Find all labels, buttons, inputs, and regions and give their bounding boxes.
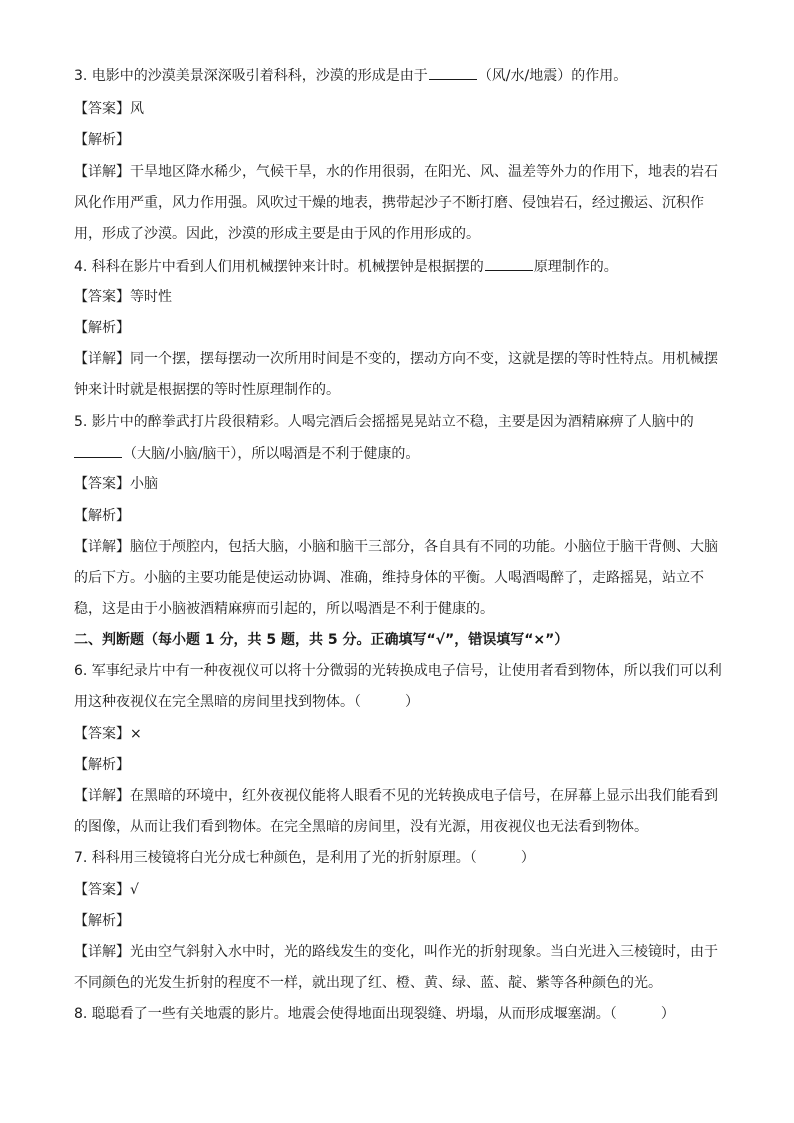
answer-value: 风 [130, 101, 144, 117]
analysis-6 [74, 756, 734, 774]
detail-label: 【详解】 [74, 788, 130, 804]
fill-blank [485, 257, 533, 271]
analysis-4 [74, 319, 734, 337]
question-5-options: （大脑/小脑/脑干），所以喝酒是不利于健康的。 [123, 446, 420, 462]
answer-label: 【答案】 [74, 101, 130, 117]
detail-label: 【详解】 [74, 164, 130, 180]
analysis-label: 【解析】 [74, 913, 130, 929]
fill-blank [429, 66, 477, 80]
question-3-text: 3. 电影中的沙漠美景深深吸引着科科，沙漠的形成是由于 [74, 68, 428, 84]
analysis-label: 【解析】 [74, 320, 130, 336]
detail-label: 【详解】 [74, 539, 130, 555]
answer-5 [74, 475, 734, 493]
section-heading: 二、判断题（每小题 1 分，共 5 题，共 5 分。正确填写“√”，错误填写“×”） [74, 632, 569, 648]
question-3-options: （风/水/地震）的作用。 [477, 68, 628, 84]
question-4 [74, 257, 734, 276]
close-paren: ） [660, 1006, 675, 1022]
detail-text: 光由空气斜射入水中时，光的路线发生的变化，叫作光的折射现象。当白光进入三棱镜时，由于 [130, 944, 718, 960]
detail-6-line-1 [74, 787, 734, 805]
question-3 [74, 66, 734, 85]
answer-4 [74, 288, 734, 306]
answer-label: 【答案】 [74, 289, 130, 305]
close-paren: ） [405, 694, 419, 710]
detail-label: 【详解】 [74, 944, 130, 960]
answer-6 [74, 725, 734, 743]
detail-3-line-3: 用，形成了沙漠。因此，沙漠的形成主要是由于风的作用形成的。 [74, 226, 480, 242]
analysis-5 [74, 507, 734, 525]
detail-5-line-1 [74, 538, 734, 556]
answer-label: 【答案】 [74, 726, 130, 742]
answer-value: 等时性 [130, 289, 172, 305]
analysis-label: 【解析】 [74, 132, 130, 148]
question-7-text: 7. 科科用三棱镜将白光分成七种颜色，是利用了光的折射原理。（ [74, 850, 477, 866]
detail-3-line-1 [74, 163, 734, 181]
analysis-7 [74, 912, 734, 930]
answer-value: 小脑 [130, 476, 158, 492]
question-6-line-2 [74, 693, 734, 711]
analysis-label: 【解析】 [74, 508, 130, 524]
question-8 [74, 1005, 734, 1023]
answer-label: 【答案】 [74, 476, 130, 492]
detail-text: 干旱地区降水稀少，气候干旱，水的作用很弱，在阳光、风、温差等外力的作用下，地表的岩石 [130, 164, 718, 180]
question-5-line-2 [74, 444, 734, 463]
detail-6-line-2: 的图像，从而让我们看到物体。在完全黑暗的房间里，没有光源，用夜视仪也无法看到物体。 [74, 819, 648, 835]
detail-7-line-1 [74, 943, 734, 961]
answer-value: √ [130, 882, 139, 898]
question-4-text: 4. 科科在影片中看到人们用机械摆钟来计时。机械摆钟是根据摆的 [74, 259, 484, 275]
analysis-3 [74, 131, 734, 149]
detail-3-line-2: 风化作用严重，风力作用强。风吹过干燥的地表，携带起沙子不断打磨、侵蚀岩石，经过搬运、沉积作 [74, 195, 704, 211]
detail-text: 同一个摆，摆每摆动一次所用时间是不变的，摆动方向不变，这就是摆的等时性特点。用机械摆 [130, 351, 718, 367]
analysis-label: 【解析】 [74, 757, 130, 773]
detail-4-line-1 [74, 350, 734, 368]
answer-7 [74, 881, 734, 899]
answer-label: 【答案】 [74, 882, 130, 898]
question-4-text-end: 原理制作的。 [533, 259, 618, 275]
detail-label: 【详解】 [74, 351, 130, 367]
question-6-line-1: 6. 军事纪录片中有一种夜视仪可以将十分微弱的光转换成电子信号，让使用者看到物体，所以我们可以利 [74, 663, 722, 679]
answer-value: × [130, 726, 142, 742]
answer-3 [74, 100, 734, 118]
detail-7-line-2: 不同颜色的光发生折射的程度不一样，就出现了红、橙、黄、绿、蓝、靛、紫等各种颜色的光。 [74, 975, 662, 991]
detail-text: 在黑暗的环境中，红外夜视仪能将人眼看不见的光转换成电子信号，在屏幕上显示出我们能看到 [130, 788, 718, 804]
detail-5-line-3: 稳，这是由于小脑被酒精麻痹而引起的，所以喝酒是不利于健康的。 [74, 601, 494, 617]
fill-blank [74, 444, 122, 458]
detail-5-line-2: 的后下方。小脑的主要功能是使运动协调、准确，维持身体的平衡。人喝酒喝醉了，走路摇晃，站立不 [74, 570, 704, 586]
question-6-text: 用这种夜视仪在完全黑暗的房间里找到物体。（ [74, 694, 361, 710]
question-8-text: 8. 聪聪看了一些有关地震的影片。地震会使得地面出现裂缝、坍塌，从而形成堰塞湖。（ [74, 1006, 617, 1022]
close-paren: ） [520, 850, 535, 866]
question-5-line-1: 5. 影片中的醉拳武打片段很精彩。人喝完酒后会摇摇晃晃站立不稳，主要是因为酒精麻痹了人脑中的 [74, 414, 694, 430]
question-7 [74, 849, 734, 867]
detail-text: 脑位于颅腔内，包括大脑，小脑和脑干三部分，各自具有不同的功能。小脑位于脑干背侧、大脑 [130, 539, 718, 555]
detail-4-line-2: 钟来计时就是根据摆的等时性原理制作的。 [74, 382, 340, 398]
